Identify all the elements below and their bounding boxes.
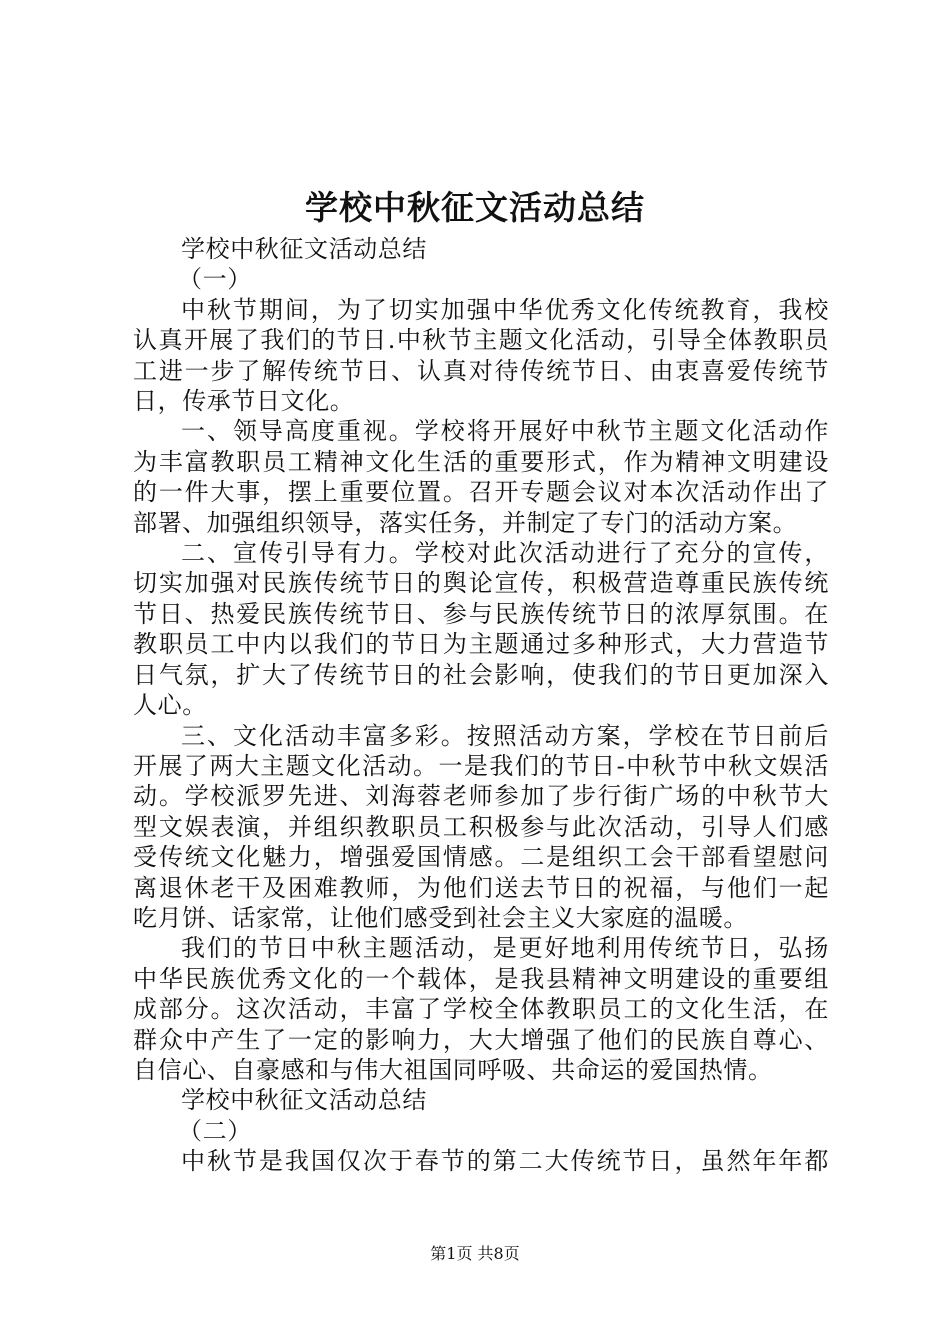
body-line: 工进一步了解传统节日、认真对待传统节日、由衷喜爱传统节 — [133, 356, 829, 385]
body-line: 动。学校派罗先进、刘海蓉老师参加了步行街广场的中秋节大 — [133, 782, 829, 811]
body-line: 部署、加强组织领导，落实任务，并制定了专门的活动方案。 — [133, 508, 798, 537]
page-footer: 第1页 共8页 — [430, 1244, 520, 1263]
body-line: 认真开展了我们的节日.中秋节主题文化活动，引导全体教职员 — [133, 326, 829, 355]
body-line: 二、宣传引导有力。学校对此次活动进行了充分的宣传， — [181, 539, 829, 568]
body-line: 人心。 — [133, 691, 207, 720]
body-line: 群众中产生了一定的影响力，大大增强了他们的民族自尊心、 — [133, 1025, 829, 1054]
body-line: 中秋节期间，为了切实加强中华优秀文化传统教育，我校 — [181, 295, 829, 324]
document-title: 学校中秋征文活动总结 — [305, 188, 645, 227]
body-line: 成部分。这次活动，丰富了学校全体教职员工的文化生活，在 — [133, 995, 829, 1024]
body-line: 日气氛，扩大了传统节日的社会影响，使我们的节日更加深入 — [133, 660, 829, 689]
body-line: 型文娱表演，并组织教职员工积极参与此次活动，引导人们感 — [133, 812, 829, 841]
body-line: 离退休老干及困难教师，为他们送去节日的祝福，与他们一起 — [133, 873, 829, 902]
body-line: 开展了两大主题文化活动。一是我们的节日-中秋节中秋文娱活 — [133, 751, 829, 780]
body-line: 受传统文化魅力，增强爱国情感。二是组织工会干部看望慰问 — [133, 843, 829, 872]
body-line: 学校中秋征文活动总结 — [181, 1086, 427, 1115]
body-line: 中华民族优秀文化的一个载体，是我县精神文明建设的重要组 — [133, 964, 829, 993]
body-line: 我们的节日中秋主题活动，是更好地利用传统节日，弘扬 — [181, 934, 829, 963]
body-line: （一） — [178, 265, 252, 294]
body-line: 节日、热爱民族传统节日、参与民族传统节日的浓厚氛围。在 — [133, 599, 829, 628]
body-line: 为丰富教职员工精神文化生活的重要形式，作为精神文明建设 — [133, 447, 829, 476]
body-line: 学校中秋征文活动总结 — [181, 235, 427, 263]
body-line: 中秋节是我国仅次于春节的第二大传统节日，虽然年年都 — [181, 1147, 829, 1176]
body-line: （二） — [178, 1116, 252, 1145]
body-line: 吃月饼、话家常，让他们感受到社会主义大家庭的温暖。 — [133, 903, 748, 932]
body-line: 一、领导高度重视。学校将开展好中秋节主题文化活动作 — [181, 417, 829, 446]
body-line: 自信心、自豪感和与伟大祖国同呼吸、共命运的爱国热情。 — [133, 1055, 773, 1084]
body-line: 日，传承节日文化。 — [133, 387, 355, 416]
body-line: 教职员工中内以我们的节日为主题通过多种形式，大力营造节 — [133, 630, 829, 659]
body-line: 切实加强对民族传统节日的舆论宣传，积极营造尊重民族传统 — [133, 569, 829, 598]
document-body — [133, 234, 829, 1177]
body-line: 的一件大事，摆上重要位置。召开专题会议对本次活动作出了 — [133, 478, 829, 507]
body-line: 三、文化活动丰富多彩。按照活动方案，学校在节日前后 — [181, 721, 829, 750]
